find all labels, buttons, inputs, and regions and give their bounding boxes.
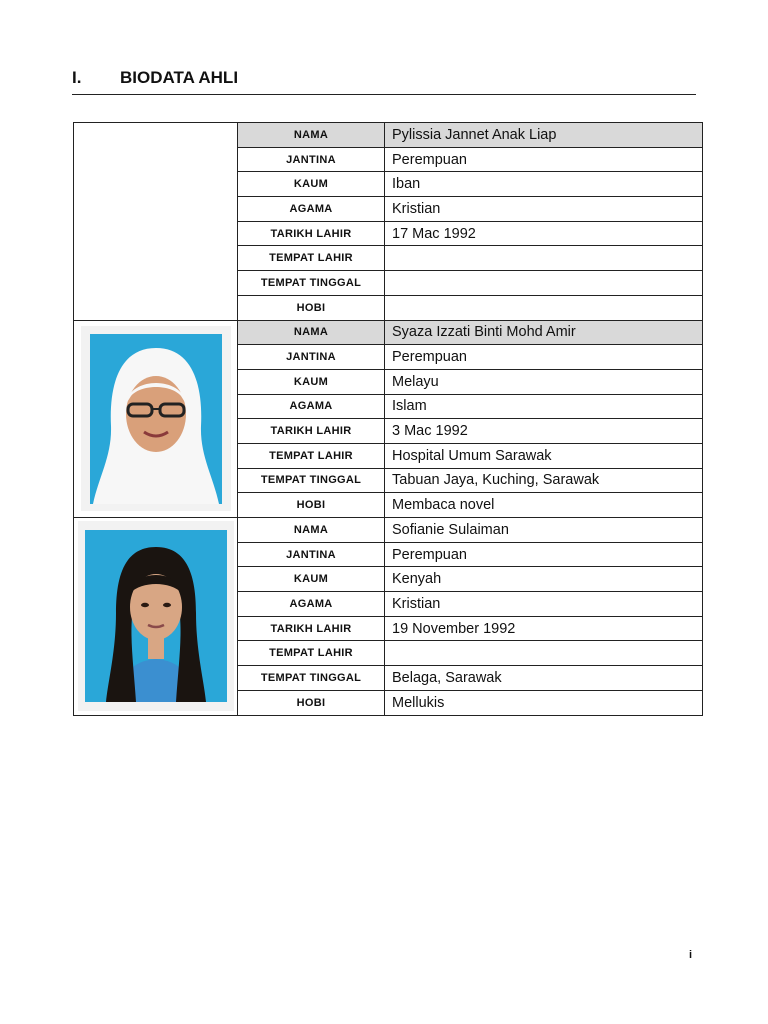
- value-tempat-lahir: [385, 246, 703, 271]
- label-hobi: HOBI: [238, 690, 385, 715]
- value-tempat-tinggal: Belaga, Sarawak: [385, 666, 703, 691]
- label-nama: NAMA: [238, 320, 385, 345]
- label-tarikh-lahir: TARIKH LAHIR: [238, 221, 385, 246]
- value-jantina: Perempuan: [385, 542, 703, 567]
- value-hobi: Membaca novel: [385, 493, 703, 518]
- value-jantina: Perempuan: [385, 147, 703, 172]
- label-agama: AGAMA: [238, 197, 385, 222]
- table-row: [74, 320, 703, 345]
- value-hobi: [385, 295, 703, 320]
- value-nama: Sofianie Sulaiman: [385, 518, 703, 543]
- biodata-table: [73, 122, 703, 716]
- value-kaum: Kenyah: [385, 567, 703, 592]
- member-photo-hijab: [81, 326, 231, 511]
- label-tempat-tinggal: TEMPAT TINGGAL: [238, 271, 385, 296]
- value-tempat-tinggal: [385, 271, 703, 296]
- label-jantina: JANTINA: [238, 542, 385, 567]
- photo-cell: [74, 518, 238, 716]
- label-jantina: JANTINA: [238, 147, 385, 172]
- label-jantina: JANTINA: [238, 345, 385, 370]
- value-agama: Kristian: [385, 197, 703, 222]
- value-hobi: Mellukis: [385, 690, 703, 715]
- label-kaum: KAUM: [238, 567, 385, 592]
- section-heading: [72, 68, 696, 95]
- value-tempat-tinggal: Tabuan Jaya, Kuching, Sarawak: [385, 468, 703, 493]
- section-number: I.: [72, 68, 82, 87]
- photo-cell-empty: [74, 123, 238, 321]
- value-kaum: Melayu: [385, 369, 703, 394]
- table-row: [74, 123, 703, 148]
- photo-cell: [74, 320, 238, 518]
- label-tempat-lahir: TEMPAT LAHIR: [238, 443, 385, 468]
- label-tarikh-lahir: TARIKH LAHIR: [238, 419, 385, 444]
- member-photo-long-hair: [78, 521, 234, 711]
- label-nama: NAMA: [238, 123, 385, 148]
- value-tarikh-lahir: 3 Mac 1992: [385, 419, 703, 444]
- table-row: [74, 518, 703, 543]
- section-title: BIODATA AHLI: [120, 68, 239, 87]
- label-agama: AGAMA: [238, 394, 385, 419]
- label-tarikh-lahir: TARIKH LAHIR: [238, 616, 385, 641]
- label-kaum: KAUM: [238, 369, 385, 394]
- value-tempat-lahir: Hospital Umum Sarawak: [385, 443, 703, 468]
- label-hobi: HOBI: [238, 493, 385, 518]
- value-kaum: Iban: [385, 172, 703, 197]
- label-tempat-lahir: TEMPAT LAHIR: [238, 641, 385, 666]
- label-nama: NAMA: [238, 518, 385, 543]
- value-agama: Islam: [385, 394, 703, 419]
- value-jantina: Perempuan: [385, 345, 703, 370]
- value-nama: Pylissia Jannet Anak Liap: [385, 123, 703, 148]
- label-tempat-tinggal: TEMPAT TINGGAL: [238, 666, 385, 691]
- label-tempat-lahir: TEMPAT LAHIR: [238, 246, 385, 271]
- label-agama: AGAMA: [238, 592, 385, 617]
- value-tarikh-lahir: 19 November 1992: [385, 616, 703, 641]
- label-tempat-tinggal: TEMPAT TINGGAL: [238, 468, 385, 493]
- value-tarikh-lahir: 17 Mac 1992: [385, 221, 703, 246]
- value-nama: Syaza Izzati Binti Mohd Amir: [385, 320, 703, 345]
- label-hobi: HOBI: [238, 295, 385, 320]
- value-agama: Kristian: [385, 592, 703, 617]
- value-tempat-lahir: [385, 641, 703, 666]
- page-number: i: [689, 949, 693, 961]
- label-kaum: KAUM: [238, 172, 385, 197]
